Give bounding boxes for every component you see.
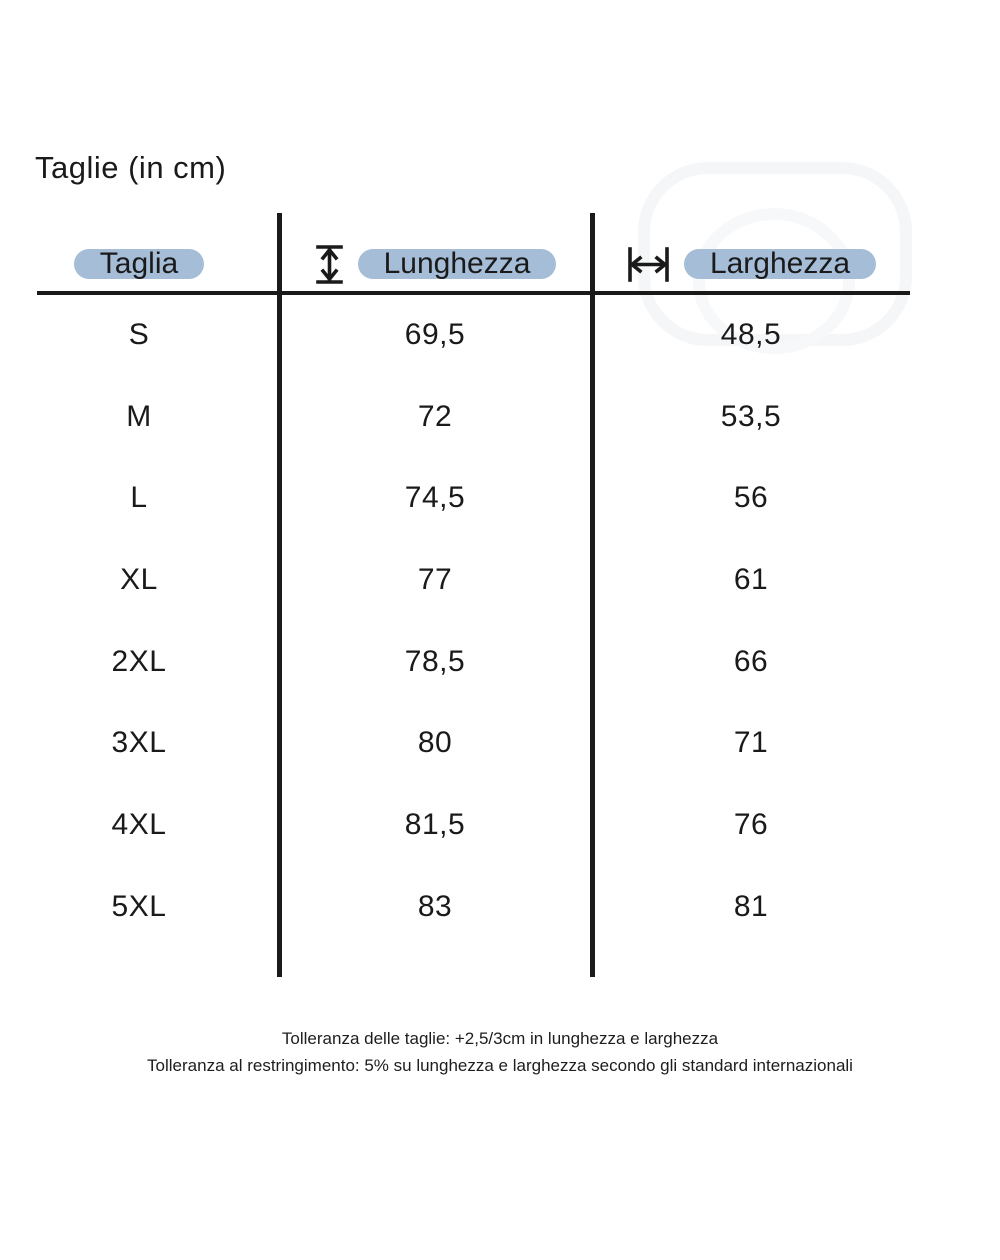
header-cell-larghezza: [592, 241, 910, 287]
size-cell: S: [128, 317, 150, 351]
table-row: [0, 621, 910, 703]
size-cell: XL: [120, 562, 158, 596]
width-cell: 61: [733, 562, 769, 596]
header-cell-lunghezza: [278, 241, 592, 287]
table-row: [0, 702, 910, 784]
tolerance-notes: [0, 1025, 1000, 1079]
table-row: [0, 376, 910, 458]
table-row: [0, 294, 910, 376]
width-cell: 81: [733, 889, 769, 923]
length-cell: 72: [417, 399, 453, 433]
length-cell: 77: [417, 562, 453, 596]
width-cell: 56: [733, 481, 769, 515]
table-row: [0, 866, 910, 948]
width-measure-icon: [626, 246, 671, 283]
taglia-header-label: Taglia: [74, 249, 204, 279]
table-row: [0, 539, 910, 621]
width-cell: 66: [733, 644, 769, 678]
width-cell: 48,5: [720, 317, 782, 351]
size-cell: 5XL: [111, 889, 167, 923]
length-cell: 69,5: [404, 317, 466, 351]
lunghezza-header-label: Lunghezza: [358, 249, 557, 279]
table-rows: [0, 294, 910, 948]
page-title: Taglie (in cm): [35, 150, 227, 185]
tolerance-note-line2: Tolleranza al restringimento: 5% su lunghezza e larghezza secondo gli standard internazionali: [147, 1056, 853, 1075]
tolerance-note-line1: Tolleranza delle taglie: +2,5/3cm in lunghezza e larghezza: [281, 1029, 719, 1048]
length-cell: 81,5: [404, 807, 466, 841]
size-cell: 3XL: [111, 726, 167, 760]
table-row: [0, 784, 910, 866]
width-cell: 53,5: [720, 399, 782, 433]
width-cell: 76: [733, 807, 769, 841]
size-cell: 4XL: [111, 807, 167, 841]
header-cell-taglia: [0, 241, 278, 287]
table-row: [0, 457, 910, 539]
size-cell: L: [130, 481, 148, 515]
width-cell: 71: [733, 726, 769, 760]
length-cell: 74,5: [404, 481, 466, 515]
length-cell: 83: [417, 889, 453, 923]
length-cell: 80: [417, 726, 453, 760]
table-header-row: [0, 241, 910, 287]
length-cell: 78,5: [404, 644, 466, 678]
size-cell: 2XL: [111, 644, 167, 678]
length-measure-icon: [314, 244, 345, 285]
size-cell: M: [126, 399, 152, 433]
larghezza-header-label: Larghezza: [684, 249, 876, 279]
